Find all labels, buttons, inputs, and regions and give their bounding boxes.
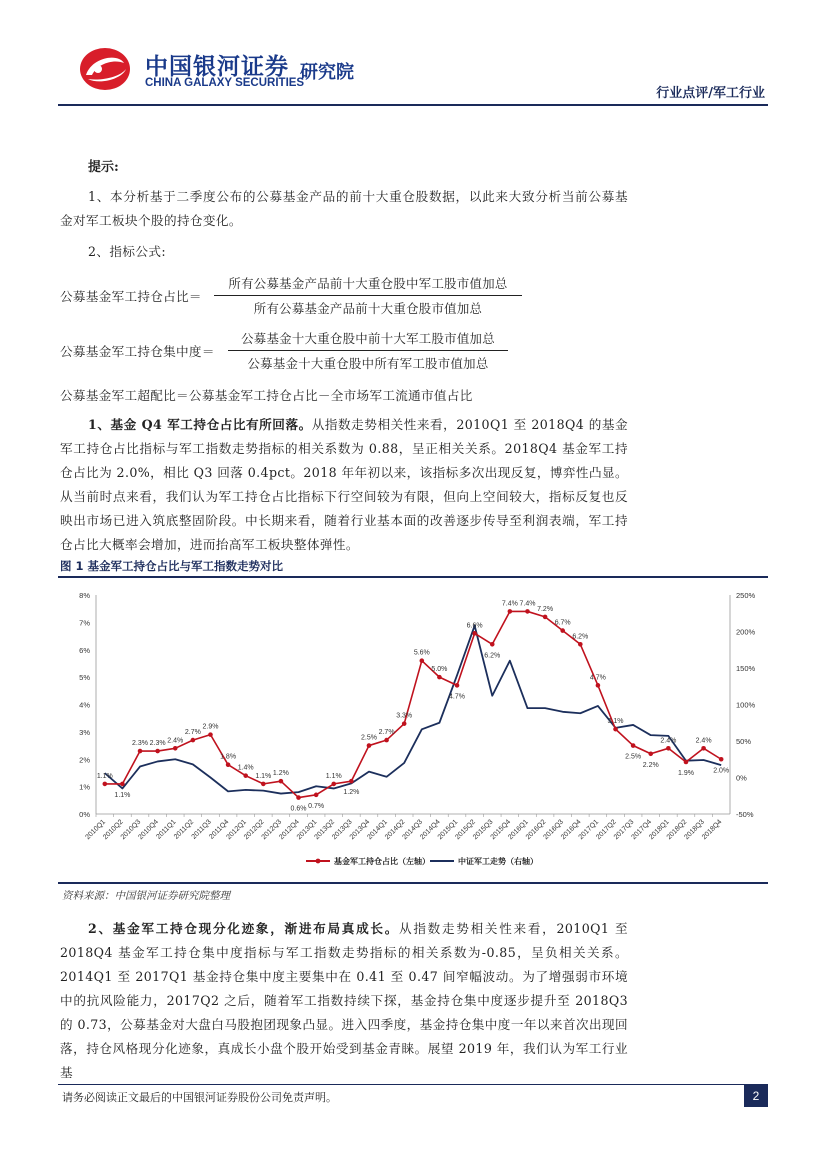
x-tick-label: 2016Q2 [524, 818, 548, 842]
holding-data-label: 1.1% [114, 791, 131, 799]
x-tick-label: 2018Q1 [648, 818, 671, 842]
holding-data-label: 2.3% [132, 740, 149, 748]
x-tick-label: 2015Q3 [471, 818, 495, 842]
right-tick-label: 100% [736, 700, 756, 710]
x-tick-label: 2011Q4 [208, 818, 231, 841]
holding-data-label: 2.2% [642, 761, 659, 769]
x-tick-label: 2010Q2 [102, 818, 125, 842]
holding-data-point [243, 773, 248, 778]
footer-disclaimer: 请务必阅读正文最后的中国银河证券股份公司免责声明。 [62, 1091, 337, 1104]
left-tick-label: 3% [79, 727, 90, 737]
right-tick-label: 200% [736, 627, 756, 637]
holding-data-point [384, 738, 389, 743]
x-tick-label: 2012Q1 [225, 818, 248, 842]
holding-data-point [103, 782, 108, 787]
holding-data-point [261, 782, 266, 787]
hint-paragraph-1: 1、本分析基于二季度公布的公募基金产品的前十大重仓股数据，以此来大致分析当前公募基金对军工板块个股的持仓变化。 [60, 189, 628, 228]
holding-data-label: 2.4% [695, 737, 712, 745]
x-tick-label: 2017Q3 [612, 818, 636, 842]
holding-data-label: 4.7% [589, 674, 606, 682]
x-tick-label: 2013Q2 [313, 818, 337, 842]
hint-title: 提示: [88, 160, 119, 175]
hint-paragraph-2: 2、指标公式: [88, 244, 167, 259]
holding-data-label: 1.1% [255, 772, 272, 780]
x-tick-label: 2015Q2 [454, 818, 477, 842]
formula-1-label: 公募基金军工持仓占比＝ [60, 289, 202, 304]
holding-data-point [525, 609, 530, 614]
holding-data-label: 2.7% [378, 729, 395, 737]
formula-2-denominator: 公募基金十大重仓股中所有军工股市值加总 [247, 356, 489, 371]
holding-data-label: 4.7% [449, 693, 466, 701]
legend-label-index: 中证军工走势（右轴） [458, 857, 538, 866]
x-tick-label: 2017Q2 [595, 818, 618, 842]
footer-divider [58, 1084, 768, 1085]
holding-vs-index-chart [58, 585, 770, 881]
chart-legend [306, 856, 538, 866]
header-divider [58, 104, 768, 106]
holding-data-label: 7.4% [519, 600, 536, 608]
formula-1-numerator: 所有公募基金产品前十大重仓股中军工股市值加总 [228, 276, 508, 291]
x-tick-label: 2013Q4 [348, 818, 372, 842]
holding-data-point [560, 628, 565, 633]
holding-data-point [455, 683, 460, 688]
formula-2-label: 公募基金军工持仓集中度＝ [60, 344, 215, 359]
holding-data-label: 5.6% [413, 649, 430, 657]
right-tick-label: 150% [736, 664, 756, 673]
x-tick-label: 2016Q3 [542, 818, 565, 842]
holding-data-point [367, 743, 372, 748]
holding-data-label: 6.2% [572, 633, 589, 641]
holding-data-label: 0.6% [290, 805, 307, 813]
holding-data-label: 3.3% [396, 712, 413, 720]
holding-data-point [208, 732, 213, 737]
legend-marker-holding [316, 859, 321, 864]
left-tick-label: 8% [79, 591, 90, 600]
x-tick-label: 2013Q1 [295, 818, 319, 842]
holding-data-point [191, 738, 196, 743]
holding-data-label: 1.1% [325, 772, 342, 780]
holding-data-label: 6.6% [466, 622, 483, 630]
holding-data-point [226, 762, 231, 767]
holding-data-point [402, 721, 407, 726]
left-tick-label: 7% [79, 618, 90, 628]
holding-data-label: 2.3% [149, 740, 166, 748]
holding-data-label: 5.0% [431, 666, 448, 674]
x-tick-label: 2013Q3 [331, 818, 354, 842]
right-tick-label: 50% [736, 737, 752, 746]
holding-data-point [296, 795, 301, 800]
holding-data-point [596, 683, 601, 688]
holding-data-label: 6.2% [484, 652, 501, 660]
x-tick-label: 2015Q1 [436, 818, 460, 842]
x-tick-label: 2010Q4 [137, 818, 160, 842]
x-tick-label: 2014Q2 [383, 818, 407, 842]
holding-data-label: 2.7% [184, 729, 201, 737]
x-tick-label: 2018Q3 [683, 818, 706, 842]
holding-data-point [684, 760, 689, 765]
holding-data-point [666, 746, 671, 751]
x-tick-label: 2017Q4 [630, 818, 654, 842]
x-tick-label: 2014Q3 [401, 818, 425, 842]
holding-data-label: 1.9% [677, 769, 694, 777]
holding-data-point [155, 749, 160, 754]
section-2-lead: 2、基金军工持仓现分化迹象，渐进布局真成长。 [88, 921, 400, 936]
section-1-paragraph [60, 413, 628, 557]
x-tick-label: 2015Q4 [489, 818, 513, 842]
left-tick-label: 1% [79, 782, 90, 792]
x-tick-label: 2011Q2 [172, 818, 196, 841]
right-tick-label: 250% [736, 591, 756, 600]
figure-bottom-rule [58, 882, 768, 884]
x-tick-label: 2012Q4 [278, 818, 301, 842]
left-tick-label: 0% [79, 810, 90, 819]
holding-data-point [120, 782, 125, 787]
left-tick-label: 5% [79, 673, 90, 683]
x-tick-label: 2011Q1 [155, 818, 178, 841]
x-tick-label: 2011Q3 [190, 818, 213, 841]
galaxy-logo-icon [78, 45, 132, 93]
x-tick-label: 2016Q4 [560, 818, 583, 842]
holding-data-label: 0.7% [308, 802, 325, 810]
section-2-text: 从指数走势相关性来看，2010Q1 至 2018Q4 基金军工持仓集中度指标与军工指数走势指标的相关系数为-0.85，呈负相关关系。2014Q1 至 2017Q1 基金持仓集中度主要集中在 0.41 至 0.47 间窄幅波动。为了增强弱市环境中的抗风险能力，2017Q2 之后，随着军工指数持续下探，基金持仓集中度逐步提升至 2018Q3 的 0.73，公募基金对大盘白马股抱团现象凸显。进入四季度，基金持仓集中度一年以来首次出现回落，持仓风格现分化迹象，真成长小盘个股开始受到基金青睐。展望 2019 年，我们认为军工行业基 [60, 921, 628, 1080]
section-1-lead: 1、基金 Q4 军工持仓占比有所回落。 [88, 417, 312, 432]
holding-data-label: 2.9% [202, 723, 219, 731]
holding-data-point [420, 658, 425, 663]
holding-data-point [331, 782, 336, 787]
x-tick-label: 2010Q3 [119, 818, 143, 842]
holding-data-point [648, 751, 653, 756]
fraction-bar [214, 295, 522, 296]
brand-institute: 研究院 [300, 62, 354, 83]
holding-data-label: 2.4% [167, 737, 184, 745]
left-tick-label: 2% [79, 755, 90, 765]
holding-data-label: 1.1% [96, 772, 113, 780]
x-tick-label: 2018Q4 [700, 818, 724, 842]
brand-name-en: CHINA GALAXY SECURITIES [145, 77, 305, 89]
formula-1-fraction [214, 274, 522, 317]
holding-data-label: 1.4% [237, 764, 254, 772]
page-number: 2 [744, 1085, 768, 1107]
left-tick-label: 6% [79, 645, 90, 655]
figure-source: 资料来源：中国银河证券研究院整理 [62, 890, 230, 902]
x-tick-label: 2012Q2 [243, 818, 266, 842]
holding-data-point [173, 746, 178, 751]
holding-data-point [508, 609, 513, 614]
section-2-paragraph [60, 917, 628, 1085]
x-tick-label: 2012Q3 [260, 818, 284, 842]
holding-data-point [472, 631, 477, 636]
fraction-bar [228, 350, 508, 351]
holding-data-point [437, 675, 442, 680]
brand-name-cn: 中国银河证券 [145, 54, 289, 80]
holding-data-point [701, 746, 706, 751]
holding-data-point [490, 642, 495, 647]
holding-data-label: 1.2% [272, 770, 289, 778]
holding-data-point [613, 727, 618, 732]
right-tick-label: 0% [736, 773, 747, 783]
holding-data-label: 2.5% [360, 734, 377, 742]
x-tick-label: 2014Q4 [419, 818, 442, 842]
holding-data-point [719, 757, 724, 762]
holding-data-point [314, 793, 319, 798]
holding-data-point [138, 749, 143, 754]
left-tick-label: 4% [79, 700, 90, 710]
section-1-text: 从指数走势相关性来看，2010Q1 至 2018Q4 的基金军工持仓占比指标与军工指数走势指标的相关系数为 0.88，呈正相关关系。2018Q4 基金军工持仓占比为 2.0%，相比 Q3 回落 0.4pct。2018 年年初以来，该指标多次出现反复，博弈性凸显。从当前时点来看，我们认为军工持仓占比指标下行空间较为有限，但向上空间较大，指标反复也反映出市场已进入筑底整固阶段。中长期来看，随着行业基本面的改善逐步传导至利润表端，军工持仓占比大概率会增加，进而抬高军工板块整体弹性。 [60, 417, 628, 552]
figure-title: 图 1 基金军工持仓占比与军工指数走势对比 [60, 559, 284, 573]
right-tick-label: -50% [736, 810, 754, 819]
holding-data-label: 3.1% [607, 718, 624, 726]
x-tick-label: 2017Q1 [577, 818, 601, 842]
formula-3: 公募基金军工超配比＝公募基金军工持仓占比－全市场军工流通市值占比 [60, 388, 473, 403]
formula-2-numerator: 公募基金十大重仓股中前十大军工股市值加总 [241, 331, 495, 346]
legend-label-holding: 基金军工持仓占比（左轴） [334, 857, 430, 866]
holding-data-label: 7.2% [537, 605, 554, 613]
holding-data-point [543, 615, 548, 620]
holding-data-point [349, 779, 354, 784]
report-category: 行业点评/军工行业 [656, 86, 765, 101]
holding-data-point [578, 642, 583, 647]
holding-data-label: 2.5% [625, 753, 642, 761]
x-tick-label: 2016Q1 [507, 818, 530, 842]
figure-top-rule [58, 576, 768, 578]
x-tick-label: 2014Q1 [366, 818, 389, 842]
holding-data-label: 2.4% [660, 737, 677, 745]
holding-data-label: 1.8% [220, 753, 237, 761]
x-tick-label: 2010Q1 [84, 818, 108, 842]
holding-data-label: 6.7% [554, 619, 571, 627]
holding-data-label: 7.4% [501, 600, 518, 608]
formula-2-fraction [228, 329, 508, 372]
holding-data-point [631, 743, 636, 748]
holding-series-line [105, 611, 721, 797]
holding-data-label: 1.2% [343, 789, 360, 797]
holding-data-label: 2.0% [713, 767, 730, 775]
holding-data-point [279, 779, 284, 784]
formula-1-denominator: 所有公募基金产品前十大重仓股市值加总 [253, 301, 483, 316]
x-tick-label: 2018Q2 [665, 818, 689, 842]
